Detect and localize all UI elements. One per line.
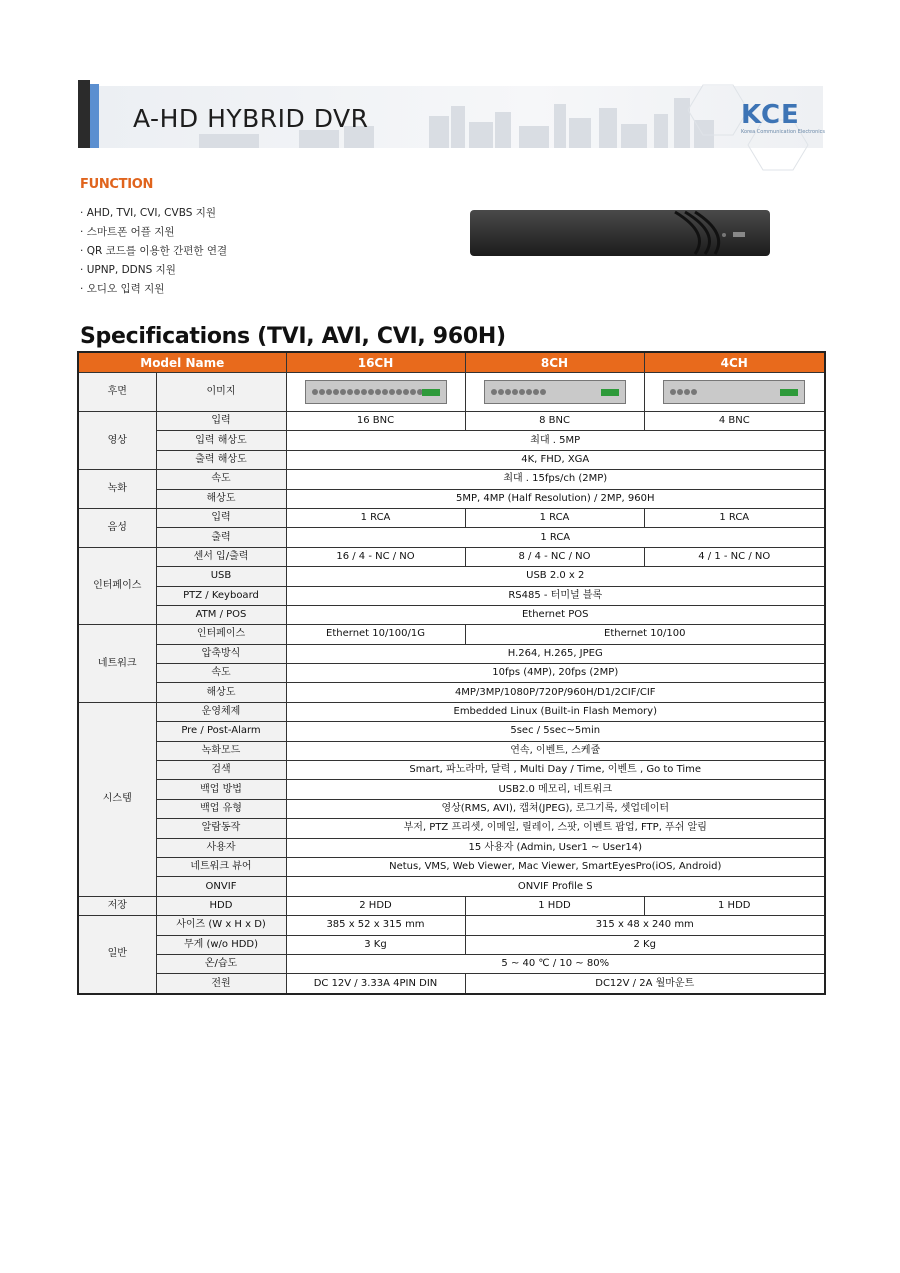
row-label: USB [156, 567, 286, 586]
cell: 4 BNC [644, 412, 825, 431]
row-label: 백업 방법 [156, 780, 286, 799]
table-row [78, 974, 825, 994]
category-record: 녹화 [78, 470, 156, 509]
cell: 4MP/3MP/1080P/720P/960H/D1/2CIF/CIF [286, 683, 825, 702]
table-row [78, 799, 825, 818]
cell: 5sec / 5sec~5min [286, 722, 825, 741]
cell: USB 2.0 x 2 [286, 567, 825, 586]
row-label: 속도 [156, 470, 286, 489]
cell: Ethernet 10/100 [465, 625, 825, 644]
table-row [78, 857, 825, 876]
dvr-rear-thumbnail [663, 380, 805, 404]
cell: Ethernet POS [286, 605, 825, 624]
cell: 부저, PTZ 프리셋, 이메일, 릴레이, 스팟, 이벤트 팝업, FTP, 푸쉬 알림 [286, 819, 825, 838]
category-storage: 저장 [78, 896, 156, 915]
table-row [78, 935, 825, 954]
row-label: 입력 해상도 [156, 431, 286, 450]
table-row [78, 664, 825, 683]
category-rear: 후면 [78, 373, 156, 412]
row-label: 네트워크 뷰어 [156, 857, 286, 876]
dvr-rear-thumbnail [484, 380, 626, 404]
cell: 최대 . 5MP [286, 431, 825, 450]
category-general: 일반 [78, 916, 156, 994]
table-row [78, 605, 825, 624]
function-list [80, 204, 227, 299]
row-label: 입력 [156, 412, 286, 431]
rear-image-16ch [286, 373, 465, 412]
cell: 1 HDD [644, 896, 825, 915]
table-row [78, 508, 825, 527]
cell: 8 BNC [465, 412, 644, 431]
table-row [78, 780, 825, 799]
row-label: HDD [156, 896, 286, 915]
cell: 1 RCA [286, 508, 465, 527]
row-label: 압축방식 [156, 644, 286, 663]
column-header-16ch: 16CH [286, 352, 465, 373]
table-row [78, 877, 825, 896]
category-system: 시스템 [78, 702, 156, 896]
row-label: 해상도 [156, 683, 286, 702]
row-label: 알람동작 [156, 819, 286, 838]
table-row [78, 761, 825, 780]
cell: 4K, FHD, XGA [286, 450, 825, 469]
row-label: 출력 [156, 528, 286, 547]
cell: 5 ~ 40 ℃ / 10 ~ 80% [286, 954, 825, 973]
table-row [78, 528, 825, 547]
row-label: 무게 (w/o HDD) [156, 935, 286, 954]
row-label: 이미지 [156, 373, 286, 412]
list-item: · UPNP, DDNS 지원 [80, 261, 227, 280]
header-accent-blue [90, 84, 99, 148]
table-row [78, 916, 825, 935]
row-label: 온/습도 [156, 954, 286, 973]
row-label: 검색 [156, 761, 286, 780]
cell: 1 HDD [465, 896, 644, 915]
cell: 2 Kg [465, 935, 825, 954]
row-label: 녹화모드 [156, 741, 286, 760]
cell: 385 x 52 x 315 mm [286, 916, 465, 935]
cell: 5MP, 4MP (Half Resolution) / 2MP, 960H [286, 489, 825, 508]
row-label: ONVIF [156, 877, 286, 896]
rear-image-8ch [465, 373, 644, 412]
row-label: 해상도 [156, 489, 286, 508]
cell: 1 RCA [465, 508, 644, 527]
row-label: 출력 해상도 [156, 450, 286, 469]
cell: 15 사용자 (Admin, User1 ~ User14) [286, 838, 825, 857]
cell: 10fps (4MP), 20fps (2MP) [286, 664, 825, 683]
cell: ONVIF Profile S [286, 877, 825, 896]
dvr-product-image [470, 208, 770, 258]
cell: 1 RCA [286, 528, 825, 547]
cell: 16 BNC [286, 412, 465, 431]
cell: 최대 . 15fps/ch (2MP) [286, 470, 825, 489]
table-row [78, 722, 825, 741]
row-label: 입력 [156, 508, 286, 527]
cell: Netus, VMS, Web Viewer, Mac Viewer, SmartEyesPro(iOS, Android) [286, 857, 825, 876]
logo-text: KCE [741, 100, 800, 130]
page-title: A-HD HYBRID DVR [133, 104, 369, 133]
table-row [78, 547, 825, 566]
cell: 연속, 이벤트, 스케쥴 [286, 741, 825, 760]
table-row [78, 954, 825, 973]
specifications-table [77, 351, 826, 995]
cell: Ethernet 10/100/1G [286, 625, 465, 644]
table-row [78, 586, 825, 605]
cell: Smart, 파노라마, 달력 , Multi Day / Time, 이벤트 , Go to Time [286, 761, 825, 780]
row-label: 사이즈 (W x H x D) [156, 916, 286, 935]
cell: 16 / 4 - NC / NO [286, 547, 465, 566]
cell: 8 / 4 - NC / NO [465, 547, 644, 566]
category-video: 영상 [78, 412, 156, 470]
column-header-model: Model Name [78, 352, 286, 373]
cell: DC12V / 2A 월마운트 [465, 974, 825, 994]
cell: 3 Kg [286, 935, 465, 954]
dvr-rear-thumbnail [305, 380, 447, 404]
category-network: 네트워크 [78, 625, 156, 703]
table-row [78, 450, 825, 469]
cell: 1 RCA [644, 508, 825, 527]
page-header [78, 80, 826, 150]
row-label: Pre / Post-Alarm [156, 722, 286, 741]
cell: DC 12V / 3.33A 4PIN DIN [286, 974, 465, 994]
row-label: ATM / POS [156, 605, 286, 624]
table-header-row [78, 352, 825, 373]
table-row [78, 373, 825, 412]
table-row [78, 741, 825, 760]
specifications-title: Specifications (TVI, AVI, CVI, 960H) [80, 324, 506, 349]
table-row [78, 412, 825, 431]
row-label: 백업 유형 [156, 799, 286, 818]
header-accent-dark [78, 80, 90, 148]
table-row [78, 625, 825, 644]
row-label: 속도 [156, 664, 286, 683]
category-audio: 음성 [78, 508, 156, 547]
cell: 영상(RMS, AVI), 캡쳐(JPEG), 로그기록, 셋업데이터 [286, 799, 825, 818]
row-label: 인터페이스 [156, 625, 286, 644]
row-label: 센서 입/출력 [156, 547, 286, 566]
rear-image-4ch [644, 373, 825, 412]
row-label: 사용자 [156, 838, 286, 857]
cell: 4 / 1 - NC / NO [644, 547, 825, 566]
table-row [78, 470, 825, 489]
row-label: 운영체제 [156, 702, 286, 721]
row-label: 전원 [156, 974, 286, 994]
cell: Embedded Linux (Built-in Flash Memory) [286, 702, 825, 721]
category-interface: 인터페이스 [78, 547, 156, 625]
kce-logo [741, 100, 826, 135]
table-row [78, 819, 825, 838]
cell: 315 x 48 x 240 mm [465, 916, 825, 935]
table-row [78, 567, 825, 586]
row-label: PTZ / Keyboard [156, 586, 286, 605]
list-item: · QR 코드를 이용한 간편한 연결 [80, 242, 227, 261]
cell: USB2.0 메모리, 네트워크 [286, 780, 825, 799]
table-row [78, 702, 825, 721]
table-row [78, 489, 825, 508]
table-row [78, 683, 825, 702]
table-row [78, 838, 825, 857]
cell: 2 HDD [286, 896, 465, 915]
column-header-4ch: 4CH [644, 352, 825, 373]
list-item: · AHD, TVI, CVI, CVBS 지원 [80, 204, 227, 223]
cell: H.264, H.265, JPEG [286, 644, 825, 663]
cell: RS485 - 터미널 블록 [286, 586, 825, 605]
list-item: · 스마트폰 어플 지원 [80, 223, 227, 242]
table-row [78, 644, 825, 663]
function-title: FUNCTION [80, 177, 154, 192]
table-row [78, 896, 825, 915]
list-item: · 오디오 입력 지원 [80, 280, 227, 299]
column-header-8ch: 8CH [465, 352, 644, 373]
table-row [78, 431, 825, 450]
logo-subtitle: Korea Communication Electronics [741, 129, 826, 135]
